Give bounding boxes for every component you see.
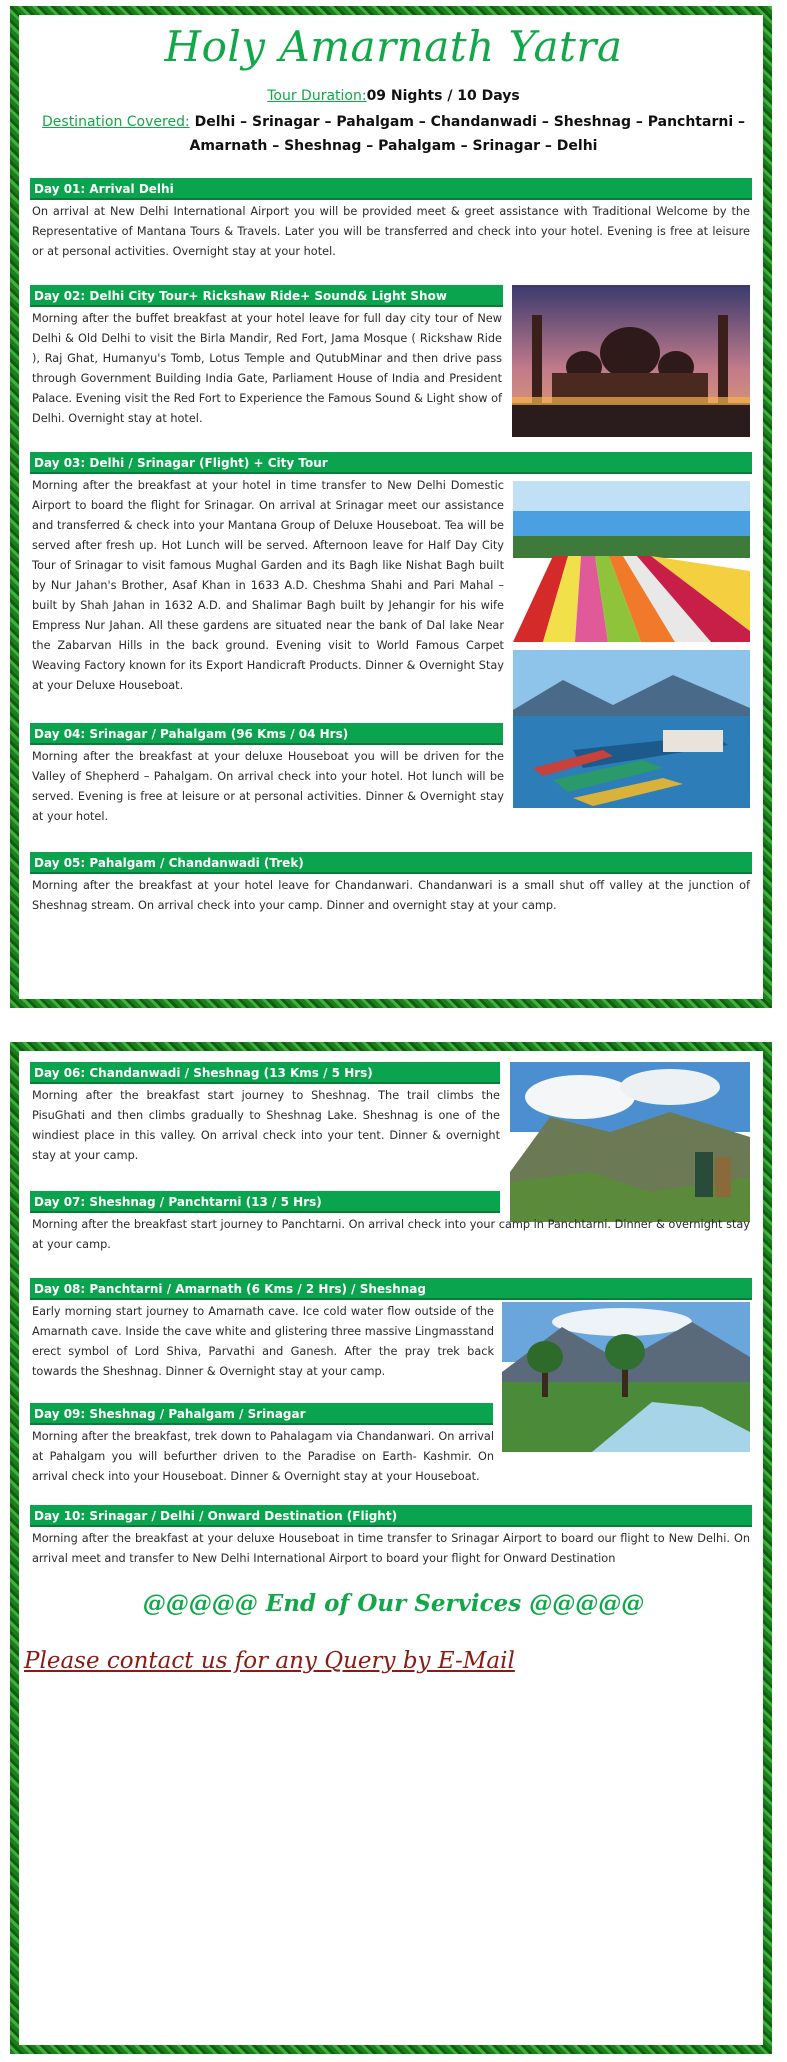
contact-note: Please contact us for any Query by E-Mail	[24, 1648, 515, 1674]
jama-masjid-illustration	[512, 285, 750, 437]
sheshnag-trek-illustration	[510, 1062, 750, 1222]
tulip-garden-illustration	[513, 481, 750, 642]
page-title: Holy Amarnath Yatra	[164, 22, 623, 71]
tulip-garden-photo	[513, 481, 750, 642]
day-10-heading: Day 10: Srinagar / Delhi / Onward Destination (Flight)	[30, 1505, 752, 1527]
day-09-text: Morning after the breakfast, trek down to Pahalagam via Chandanwari. On arrival at Pahalgam you will befurther driven to the Paradise on Earth- Kashmir. On arrival check into your Houseboat. Dinner & Overnight stay at your Houseboat.	[32, 1430, 494, 1483]
day-08-text: Early morning start journey to Amarnath cave. Ice cold water flow outside of the Amarnath cave. Inside the cave white and glistering three massive Lingmasstand erect symbol of Lord Shiva, Parvathi and Ganesh. After the pray trek back towards the Sheshnag. Dinner & Overnight stay at your camp.	[32, 1305, 494, 1378]
day-05-heading: Day 05: Pahalgam / Chandanwadi (Trek)	[30, 852, 752, 874]
destination-label: Destination Covered:	[42, 114, 190, 130]
day-03-heading: Day 03: Delhi / Srinagar (Flight) + City Tour	[30, 452, 752, 474]
day-02-heading: Day 02: Delhi City Tour+ Rickshaw Ride+ Sound& Light Show	[30, 285, 503, 307]
day-09-heading: Day 09: Sheshnag / Pahalgam / Srinagar	[30, 1403, 493, 1425]
dal-lake-photo	[513, 650, 750, 808]
day-08-heading: Day 08: Panchtarni / Amarnath (6 Kms / 2 Hrs) / Sheshnag	[30, 1278, 752, 1300]
sheshnag-trek-photo	[510, 1062, 750, 1222]
day-07-text: Morning after the breakfast start journey to Panchtarni. On arrival check into your camp in Panchtarni. Dinner & overnight stay at your camp.	[32, 1218, 750, 1251]
day-01-heading: Day 01: Arrival Delhi	[30, 178, 752, 200]
day-02-text: Morning after the buffet breakfast at your hotel leave for full day city tour of New Delhi & Old Delhi to visit the Birla Mandir, Red Fort, Jama Mosque ( Rickshaw Ride ), Raj Ghat, Humanyu's Tomb, Lotus Temple and QutubMinar and then drive pass through Government Building India Gate, Parliament House of India and President Palace. Evening visit the Red Fort to Experience the Famous Sound & Light show of Delhi. Overnight stay at hotel.	[32, 312, 502, 425]
jama-masjid-photo	[512, 285, 750, 437]
day-06-text: Morning after the breakfast start journey to Sheshnag. The trail climbs the PisuGhati and then climbs gradually to Sheshnag Lake. Sheshnag is one of the windiest place in this valley. On arrival check into your tent. Dinner & overnight stay at your camp.	[32, 1089, 500, 1162]
day-01-text: On arrival at New Delhi International Airport you will be provided meet & greet assistance with Traditional Welcome by the Representative of Mantana Tours & Travels. Later you will be transferred and check into your hotel. Evening is free at leisure or at personal activities. Overnight stay at your hotel.	[32, 205, 750, 258]
day-04-heading: Day 04: Srinagar / Pahalgam (96 Kms / 04 Hrs)	[30, 723, 503, 745]
dal-lake-illustration	[513, 650, 750, 808]
day-06-heading: Day 06: Chandanwadi / Sheshnag (13 Kms / 5 Hrs)	[30, 1062, 500, 1084]
pahalgam-valley-illustration	[502, 1302, 750, 1452]
tour-duration-value: 09 Nights / 10 Days	[366, 88, 520, 104]
destination-covered	[30, 110, 757, 158]
day-07-heading: Day 07: Sheshnag / Panchtarni (13 / 5 Hrs)	[30, 1191, 500, 1213]
day-05-text: Morning after the breakfast at your hotel leave for Chandanwari. Chandanwari is a small shut off valley at the junction of Sheshnag stream. On arrival check into your camp. Dinner and overnight stay at your camp.	[32, 879, 750, 912]
tour-duration	[30, 84, 757, 108]
day-04-text: Morning after the breakfast at your deluxe Houseboat you will be driven for the Valley of Shepherd – Pahalgam. On arrival check into your hotel. Hot lunch will be served. Evening is free at leisure or at personal activities. Dinner & Overnight stay at your hotel.	[32, 750, 504, 823]
day-03-text: Morning after the breakfast at your hotel in time transfer to New Delhi Domestic Airport to board the flight for Srinagar. On arrival at Srinagar meet our assistance and transferred & check into your Mantana Group of Deluxe Houseboat. Tea will be served after fresh up. Hot Lunch will be served. Afternoon leave for Half Day City Tour of Srinagar to visit famous Mughal Garden and its Bagh like Nishat Bagh built by Nur Jahan's Brother, Asaf Khan in 1633 A.D. Cheshma Shahi and Pari Mahal – built by Shah Jahan in 1632 A.D. and Shalimar Bagh built by Jehangir for his wife Empress Nur Jahan. All these gardens are situated near the bank of Dal lake Near the Zabarvan Hills in the back ground. Evening visit to World Famous Carpet Weaving Factory known for its Export Handicraft Products. Dinner & Overnight Stay at your Deluxe Houseboat.	[32, 479, 504, 692]
end-of-services: @@@@@ End of Our Services @@@@@	[142, 1590, 645, 1617]
pahalgam-valley-photo	[502, 1302, 750, 1452]
destination-value: Delhi – Srinagar – Pahalgam – Chandanwadi – Sheshnag – Panchtarni – Amarnath – Sheshnag – Pahalgam – Srinagar – Delhi	[189, 114, 745, 154]
tour-duration-label: Tour Duration:	[267, 88, 367, 104]
day-10-text: Morning after the breakfast at your deluxe Houseboat in time transfer to Srinagar Airport to board our flight to New Delhi. On arrival meet and transfer to New Delhi International Airport to board your flight for Onward Destination	[32, 1532, 750, 1565]
